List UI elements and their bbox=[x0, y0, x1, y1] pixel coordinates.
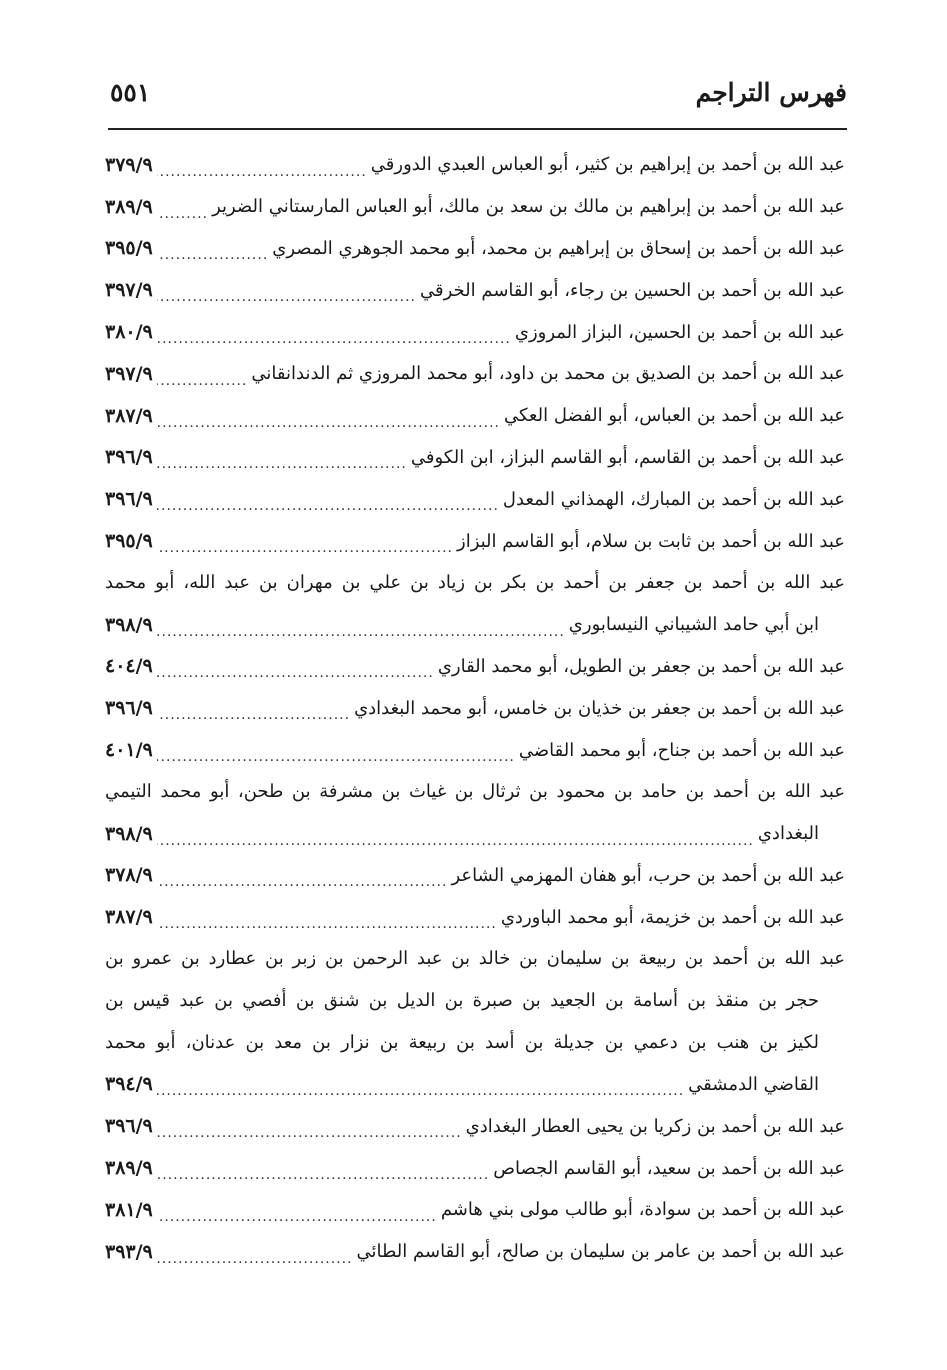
header-rule bbox=[108, 128, 847, 130]
index-entry bbox=[105, 1189, 845, 1231]
entry-line bbox=[105, 186, 845, 228]
leader-dots bbox=[157, 1121, 462, 1139]
leader-dots bbox=[157, 243, 269, 261]
leader-dots bbox=[157, 870, 448, 888]
entry-line bbox=[105, 729, 845, 771]
index-entry bbox=[105, 353, 845, 395]
volume-page-reference: ٣٩٨/٩ bbox=[105, 822, 153, 845]
entry-line bbox=[105, 1147, 845, 1189]
page-title: فهرس التراجم bbox=[695, 78, 847, 107]
entry-text: عبد الله بن أحمد بن جعفر بن خذيان بن خامس، أبو محمد البغدادي bbox=[354, 697, 845, 719]
index-entry bbox=[105, 646, 845, 688]
entry-line bbox=[105, 478, 845, 520]
entry-line bbox=[105, 646, 845, 688]
leader-dots bbox=[157, 1247, 353, 1265]
entry-text: حجر بن منقذ بن أسامة بن الجعيد بن صبرة بن الديل بن شنق بن أفصي بن عبد قيس بن bbox=[105, 989, 819, 1011]
volume-page-reference: ٣٨٩/٩ bbox=[105, 195, 153, 218]
entry-line bbox=[105, 813, 845, 855]
entry-line bbox=[105, 562, 845, 604]
entry-text: عبد الله بن أحمد بن زكريا بن يحيى العطار البغدادي bbox=[465, 1115, 845, 1137]
leader-dots bbox=[157, 285, 416, 303]
entry-text: عبد الله بن أحمد بن إبراهيم بن كثير، أبو العباس العبدي الدورقي bbox=[370, 154, 845, 176]
leader-dots bbox=[157, 202, 208, 220]
index-entry bbox=[105, 478, 845, 520]
entry-text: عبد الله بن أحمد بن جناح، أبو محمد القاضي bbox=[518, 739, 845, 761]
index-entry bbox=[105, 687, 845, 729]
index-entry bbox=[105, 1105, 845, 1147]
entry-text: عبد الله بن أحمد بن الصديق بن محمد بن داود، أبو محمد المروزي ثم الدندانقاني bbox=[251, 363, 845, 385]
index-entries bbox=[105, 144, 845, 1273]
volume-page-reference: ٣٩٦/٩ bbox=[105, 697, 153, 720]
entry-line bbox=[105, 311, 845, 353]
entry-line bbox=[105, 1189, 845, 1231]
index-entry bbox=[105, 228, 845, 270]
volume-page-reference: ٣٩٤/٩ bbox=[105, 1073, 153, 1096]
leader-dots bbox=[157, 494, 499, 512]
leader-dots bbox=[157, 620, 565, 638]
volume-page-reference: ٣٨١/٩ bbox=[105, 1198, 153, 1221]
volume-page-reference: ٣٧٨/٩ bbox=[105, 864, 153, 887]
volume-page-reference: ٣٩٣/٩ bbox=[105, 1240, 153, 1263]
volume-page-reference: ٣٩٥/٩ bbox=[105, 530, 153, 553]
entry-line bbox=[105, 855, 845, 897]
index-entry bbox=[105, 771, 845, 855]
index-entry bbox=[105, 144, 845, 186]
entry-line bbox=[105, 938, 845, 980]
entry-line bbox=[105, 269, 845, 311]
leader-dots bbox=[157, 160, 367, 178]
entry-line bbox=[105, 687, 845, 729]
index-entry bbox=[105, 896, 845, 938]
entry-text: عبد الله بن أحمد بن حرب، أبو هفان المهزمي الشاعر bbox=[451, 864, 845, 886]
volume-page-reference: ٣٩٧/٩ bbox=[105, 362, 153, 385]
entry-line bbox=[105, 520, 845, 562]
entry-text: البغدادي bbox=[757, 823, 819, 845]
entry-text: عبد الله بن أحمد بن إبراهيم بن مالك بن سعد بن مالك، أبو العباس المارستاني الضرير bbox=[212, 196, 845, 218]
entry-line bbox=[105, 1105, 845, 1147]
leader-dots bbox=[157, 536, 453, 554]
leader-dots bbox=[157, 1205, 437, 1223]
entry-line bbox=[105, 437, 845, 479]
entry-text: ابن أبي حامد الشيباني النيسابوري bbox=[568, 614, 819, 636]
entry-text: عبد الله بن أحمد بن المبارك، الهمذاني المعدل bbox=[502, 488, 845, 510]
leader-dots bbox=[157, 452, 407, 470]
volume-page-reference: ٤٠١/٩ bbox=[105, 739, 153, 762]
volume-page-reference: ٣٨٧/٩ bbox=[105, 404, 153, 427]
entry-line bbox=[105, 1231, 845, 1273]
entry-text: عبد الله بن أحمد بن العباس، أبو الفضل العكي bbox=[503, 405, 845, 427]
entry-line bbox=[105, 896, 845, 938]
volume-page-reference: ٣٩٧/٩ bbox=[105, 279, 153, 302]
leader-dots bbox=[157, 661, 434, 679]
volume-page-reference: ٣٧٩/٩ bbox=[105, 153, 153, 176]
volume-page-reference: ٣٩٦/٩ bbox=[105, 488, 153, 511]
leader-dots bbox=[157, 1163, 489, 1181]
leader-dots bbox=[157, 745, 515, 763]
index-entry bbox=[105, 938, 845, 1105]
index-entry bbox=[105, 1147, 845, 1189]
entry-line bbox=[105, 228, 845, 270]
leader-dots bbox=[157, 912, 497, 930]
entry-text: عبد الله بن أحمد بن جعفر بن الطويل، أبو محمد القاري bbox=[437, 655, 845, 677]
entry-text: عبد الله بن أحمد بن سوادة، أبو طالب مولى بني هاشم bbox=[440, 1199, 845, 1221]
entry-text: عبد الله بن أحمد بن ربيعة بن سليمان بن خالد بن عبد الرحمن بن زبر بن عطارد بن عمرو بن bbox=[105, 948, 845, 970]
volume-page-reference: ٣٩٥/٩ bbox=[105, 237, 153, 260]
index-entry bbox=[105, 269, 845, 311]
volume-page-reference: ٣٩٦/٩ bbox=[105, 446, 153, 469]
index-entry bbox=[105, 1231, 845, 1273]
index-entry bbox=[105, 186, 845, 228]
entry-line bbox=[105, 395, 845, 437]
leader-dots bbox=[157, 703, 350, 721]
volume-page-reference: ٣٩٦/٩ bbox=[105, 1115, 153, 1138]
index-entry bbox=[105, 562, 845, 646]
leader-dots bbox=[157, 327, 511, 345]
entry-text: عبد الله بن أحمد بن إسحاق بن إبراهيم بن محمد، أبو محمد الجوهري المصري bbox=[272, 237, 845, 259]
entry-line bbox=[105, 604, 845, 646]
entry-text: عبد الله بن أحمد بن عامر بن سليمان بن صالح، أبو القاسم الطائي bbox=[356, 1241, 845, 1263]
index-entry bbox=[105, 395, 845, 437]
entry-text: عبد الله بن أحمد بن خزيمة، أبو محمد الباوردي bbox=[500, 906, 845, 928]
leader-dots bbox=[157, 829, 754, 847]
leader-dots bbox=[157, 1079, 684, 1097]
entry-line bbox=[105, 1022, 845, 1064]
page-header bbox=[110, 78, 847, 118]
leader-dots bbox=[157, 411, 500, 429]
index-entry bbox=[105, 855, 845, 897]
page-number: ٥٥١ bbox=[110, 78, 151, 107]
volume-page-reference: ٣٨٠/٩ bbox=[105, 321, 153, 344]
entry-text: عبد الله بن أحمد بن جعفر بن أحمد بن بكر بن زياد بن علي بن مهران بن عبد الله، أبو محمد bbox=[105, 571, 845, 593]
index-entry bbox=[105, 311, 845, 353]
entry-line bbox=[105, 144, 845, 186]
entry-text: عبد الله بن أحمد بن سعيد، أبو القاسم الجصاص bbox=[493, 1157, 845, 1179]
entry-text: عبد الله بن أحمد بن القاسم، أبو القاسم البزاز، ابن الكوفي bbox=[410, 446, 845, 468]
index-entry bbox=[105, 437, 845, 479]
entry-text: عبد الله بن أحمد بن ثابت بن سلام، أبو القاسم البزاز bbox=[457, 530, 845, 552]
volume-page-reference: ٣٩٨/٩ bbox=[105, 613, 153, 636]
volume-page-reference: ٣٨٧/٩ bbox=[105, 906, 153, 929]
entry-text: لكيز بن هنب بن دعمي بن جديلة بن أسد بن ربيعة بن نزار بن معد بن عدنان، أبو محمد bbox=[105, 1031, 819, 1053]
entry-line bbox=[105, 771, 845, 813]
entry-line bbox=[105, 980, 845, 1022]
volume-page-reference: ٣٨٩/٩ bbox=[105, 1157, 153, 1180]
entry-text: عبد الله بن أحمد بن الحسين بن رجاء، أبو القاسم الخرقي bbox=[419, 279, 845, 301]
entry-line bbox=[105, 353, 845, 395]
index-entry bbox=[105, 729, 845, 771]
leader-dots bbox=[157, 369, 248, 387]
entry-text: عبد الله بن أحمد بن الحسين، البزاز المروزي bbox=[514, 321, 845, 343]
volume-page-reference: ٤٠٤/٩ bbox=[105, 655, 153, 678]
entry-line bbox=[105, 1064, 845, 1106]
entry-text: عبد الله بن أحمد بن حامد بن محمود بن ثرثال بن غياث بن مشرفة بن طحن، أبو محمد التيمي bbox=[105, 780, 845, 802]
index-entry bbox=[105, 520, 845, 562]
entry-text: القاضي الدمشقي bbox=[688, 1073, 819, 1095]
